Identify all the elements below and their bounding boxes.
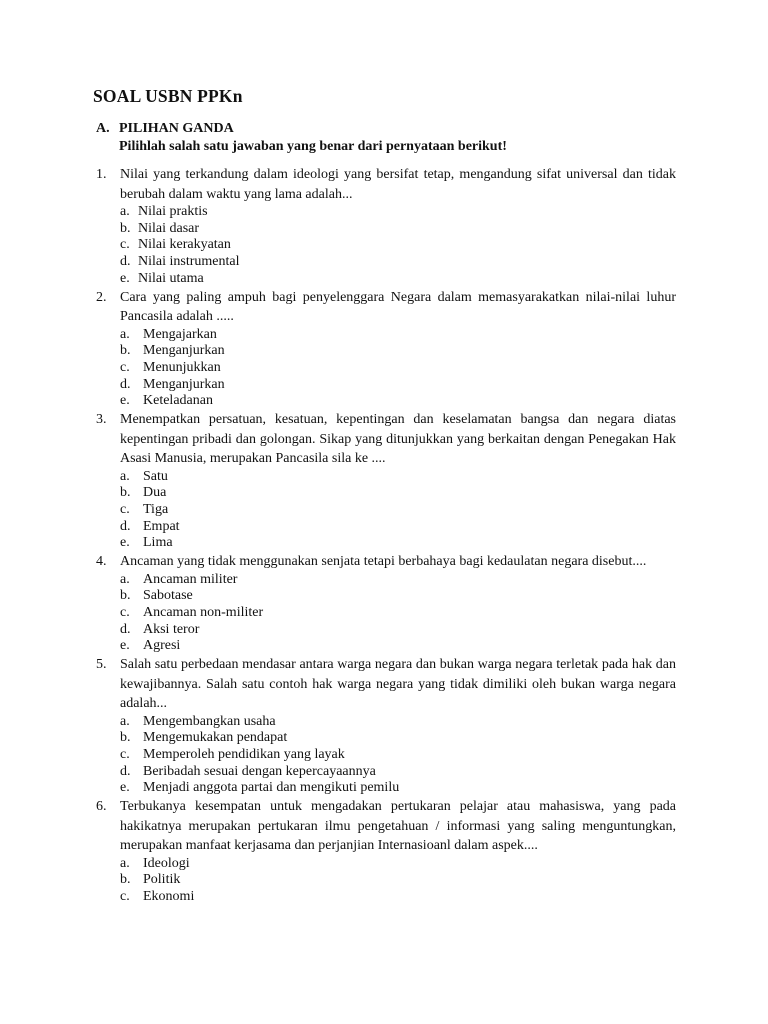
question-text: Nilai yang terkandung dalam ideologi yang bersifat tetap, mengandung sifat universal dan tidak berubah dalam waktu yang lama adalah... (120, 167, 676, 202)
option-list (120, 856, 676, 906)
option-letter: b. (120, 485, 131, 501)
option-letter: e. (120, 780, 130, 796)
option-letter: d. (120, 763, 131, 779)
option-letter: c. (120, 359, 130, 375)
option-text: Mengajarkan (143, 326, 217, 342)
option-letter: d. (120, 621, 131, 637)
option-text: Ancaman militer (143, 571, 238, 587)
option-e (120, 535, 676, 552)
option-a (120, 327, 676, 344)
option-text: Dua (143, 485, 167, 501)
option-letter: b. (120, 220, 131, 236)
question-1 (96, 165, 676, 288)
option-text: Tiga (143, 501, 169, 517)
question-number: 1. (96, 167, 107, 182)
option-c (120, 889, 676, 906)
option-e (120, 780, 676, 797)
option-list (120, 327, 676, 411)
option-c (120, 502, 676, 519)
question-3 (96, 410, 676, 552)
section-instruction: Pilihlah salah satu jawaban yang benar dari pernyataan berikut! (119, 139, 507, 154)
option-letter: e. (120, 393, 130, 409)
option-text: Nilai praktis (138, 204, 208, 219)
option-text: Nilai utama (138, 270, 204, 286)
question-text: Terbukanya kesempatan untuk mengadakan pertukaran pelajar atau mahasiswa, yang pada hakikatnya merupakan pertukaran ilmu pengetahuan / informasi yang saling menguntungkan, merupakan manfaat kerjasama dan perjanjian Internasioanl dalam aspek.... (120, 799, 676, 854)
option-a (120, 204, 676, 221)
option-b (120, 730, 676, 747)
option-text: Menunjukkan (143, 359, 221, 375)
option-text: Politik (143, 872, 181, 888)
option-letter: c. (120, 604, 130, 620)
question-5 (96, 655, 676, 797)
option-b (120, 221, 676, 238)
option-c (120, 747, 676, 764)
option-letter: b. (120, 730, 131, 746)
option-list (120, 204, 676, 288)
option-letter: a. (120, 713, 130, 729)
option-text: Nilai kerakyatan (138, 237, 231, 253)
option-e (120, 638, 676, 655)
option-list (120, 469, 676, 553)
option-text: Menjadi anggota partai dan mengikuti pemilu (143, 780, 400, 796)
option-text: Keteladanan (143, 393, 213, 409)
option-b (120, 872, 676, 889)
section-header (96, 120, 676, 156)
option-c (120, 237, 676, 254)
option-text: Nilai dasar (138, 220, 200, 236)
option-d (120, 254, 676, 271)
question-2 (96, 288, 676, 411)
option-letter: e. (120, 535, 130, 551)
option-a (120, 469, 676, 486)
option-text: Empat (143, 518, 180, 534)
option-list (120, 714, 676, 798)
option-list (120, 572, 676, 656)
option-letter: b. (120, 588, 131, 604)
option-a (120, 714, 676, 731)
option-text: Lima (143, 535, 173, 551)
option-b (120, 588, 676, 605)
question-number: 4. (96, 554, 107, 570)
option-e (120, 271, 676, 288)
option-text: Nilai instrumental (138, 254, 240, 270)
option-letter: e. (120, 270, 130, 286)
question-6 (96, 797, 676, 906)
option-text: Menganjurkan (143, 343, 225, 359)
section-name: PILIHAN GANDA (119, 121, 234, 136)
option-c (120, 605, 676, 622)
question-number: 5. (96, 657, 107, 673)
option-text: Mengemukakan pendapat (143, 730, 288, 746)
option-letter: a. (120, 204, 130, 219)
question-4 (96, 552, 676, 655)
option-d (120, 764, 676, 781)
question-text: Menempatkan persatuan, kesatuan, kepentingan dan keselamatan bangsa dan negara diatas kepentingan pribadi dan golongan. Sikap yang ditunjukkan yang berkaitan dengan Penegakan Hak Asasi Manusia, merupakan Pancasila sila ke .... (120, 412, 676, 467)
option-text: Aksi teror (143, 621, 200, 637)
question-text: Salah satu perbedaan mendasar antara warga negara dan bukan warga negara terletak pada hak dan kewajibannya. Salah satu contoh hak warga negara yang tidak dimiliki oleh bukan warga negara adalah... (120, 657, 676, 712)
option-letter: a. (120, 855, 130, 871)
option-letter: d. (120, 518, 131, 534)
question-text: Cara yang paling ampuh bagi penyelenggara Negara dalam memasyarakatkan nilai-nilai luhur Pancasila adalah ..... (120, 289, 676, 325)
question-text: Ancaman yang tidak menggunakan senjata tetapi berbahaya bagi kedaulatan negara disebut.... (120, 554, 647, 570)
section-letter: A. (96, 121, 110, 136)
option-letter: c. (120, 501, 130, 517)
option-d (120, 622, 676, 639)
question-number: 6. (96, 799, 107, 815)
option-text: Satu (143, 468, 168, 484)
option-e (120, 393, 676, 410)
option-text: Menganjurkan (143, 376, 225, 392)
option-letter: e. (120, 638, 130, 654)
option-d (120, 519, 676, 536)
option-a (120, 856, 676, 873)
option-letter: d. (120, 254, 131, 270)
option-d (120, 377, 676, 394)
section-heading (96, 120, 676, 138)
option-letter: b. (120, 343, 131, 359)
option-letter: c. (120, 746, 130, 762)
option-letter: a. (120, 326, 130, 342)
option-text: Beribadah sesuai dengan kepercayaannya (143, 763, 376, 779)
option-letter: c. (120, 888, 130, 904)
option-b (120, 343, 676, 360)
option-text: Ideologi (143, 855, 190, 871)
option-text: Ancaman non-militer (143, 604, 264, 620)
option-letter: b. (120, 872, 131, 888)
option-letter: d. (120, 376, 131, 392)
question-number: 3. (96, 412, 107, 428)
option-text: Memperoleh pendidikan yang layak (143, 746, 345, 762)
option-text: Mengembangkan usaha (143, 713, 276, 729)
question-list (96, 165, 676, 906)
option-a (120, 572, 676, 589)
question-number: 2. (96, 289, 107, 305)
option-text: Agresi (143, 638, 181, 654)
option-b (120, 485, 676, 502)
option-letter: a. (120, 468, 130, 484)
option-text: Ekonomi (143, 888, 195, 904)
option-c (120, 360, 676, 377)
option-letter: c. (120, 237, 130, 253)
option-letter: a. (120, 571, 130, 587)
option-text: Sabotase (143, 588, 193, 604)
page-title: SOAL USBN PPKn (93, 86, 243, 106)
